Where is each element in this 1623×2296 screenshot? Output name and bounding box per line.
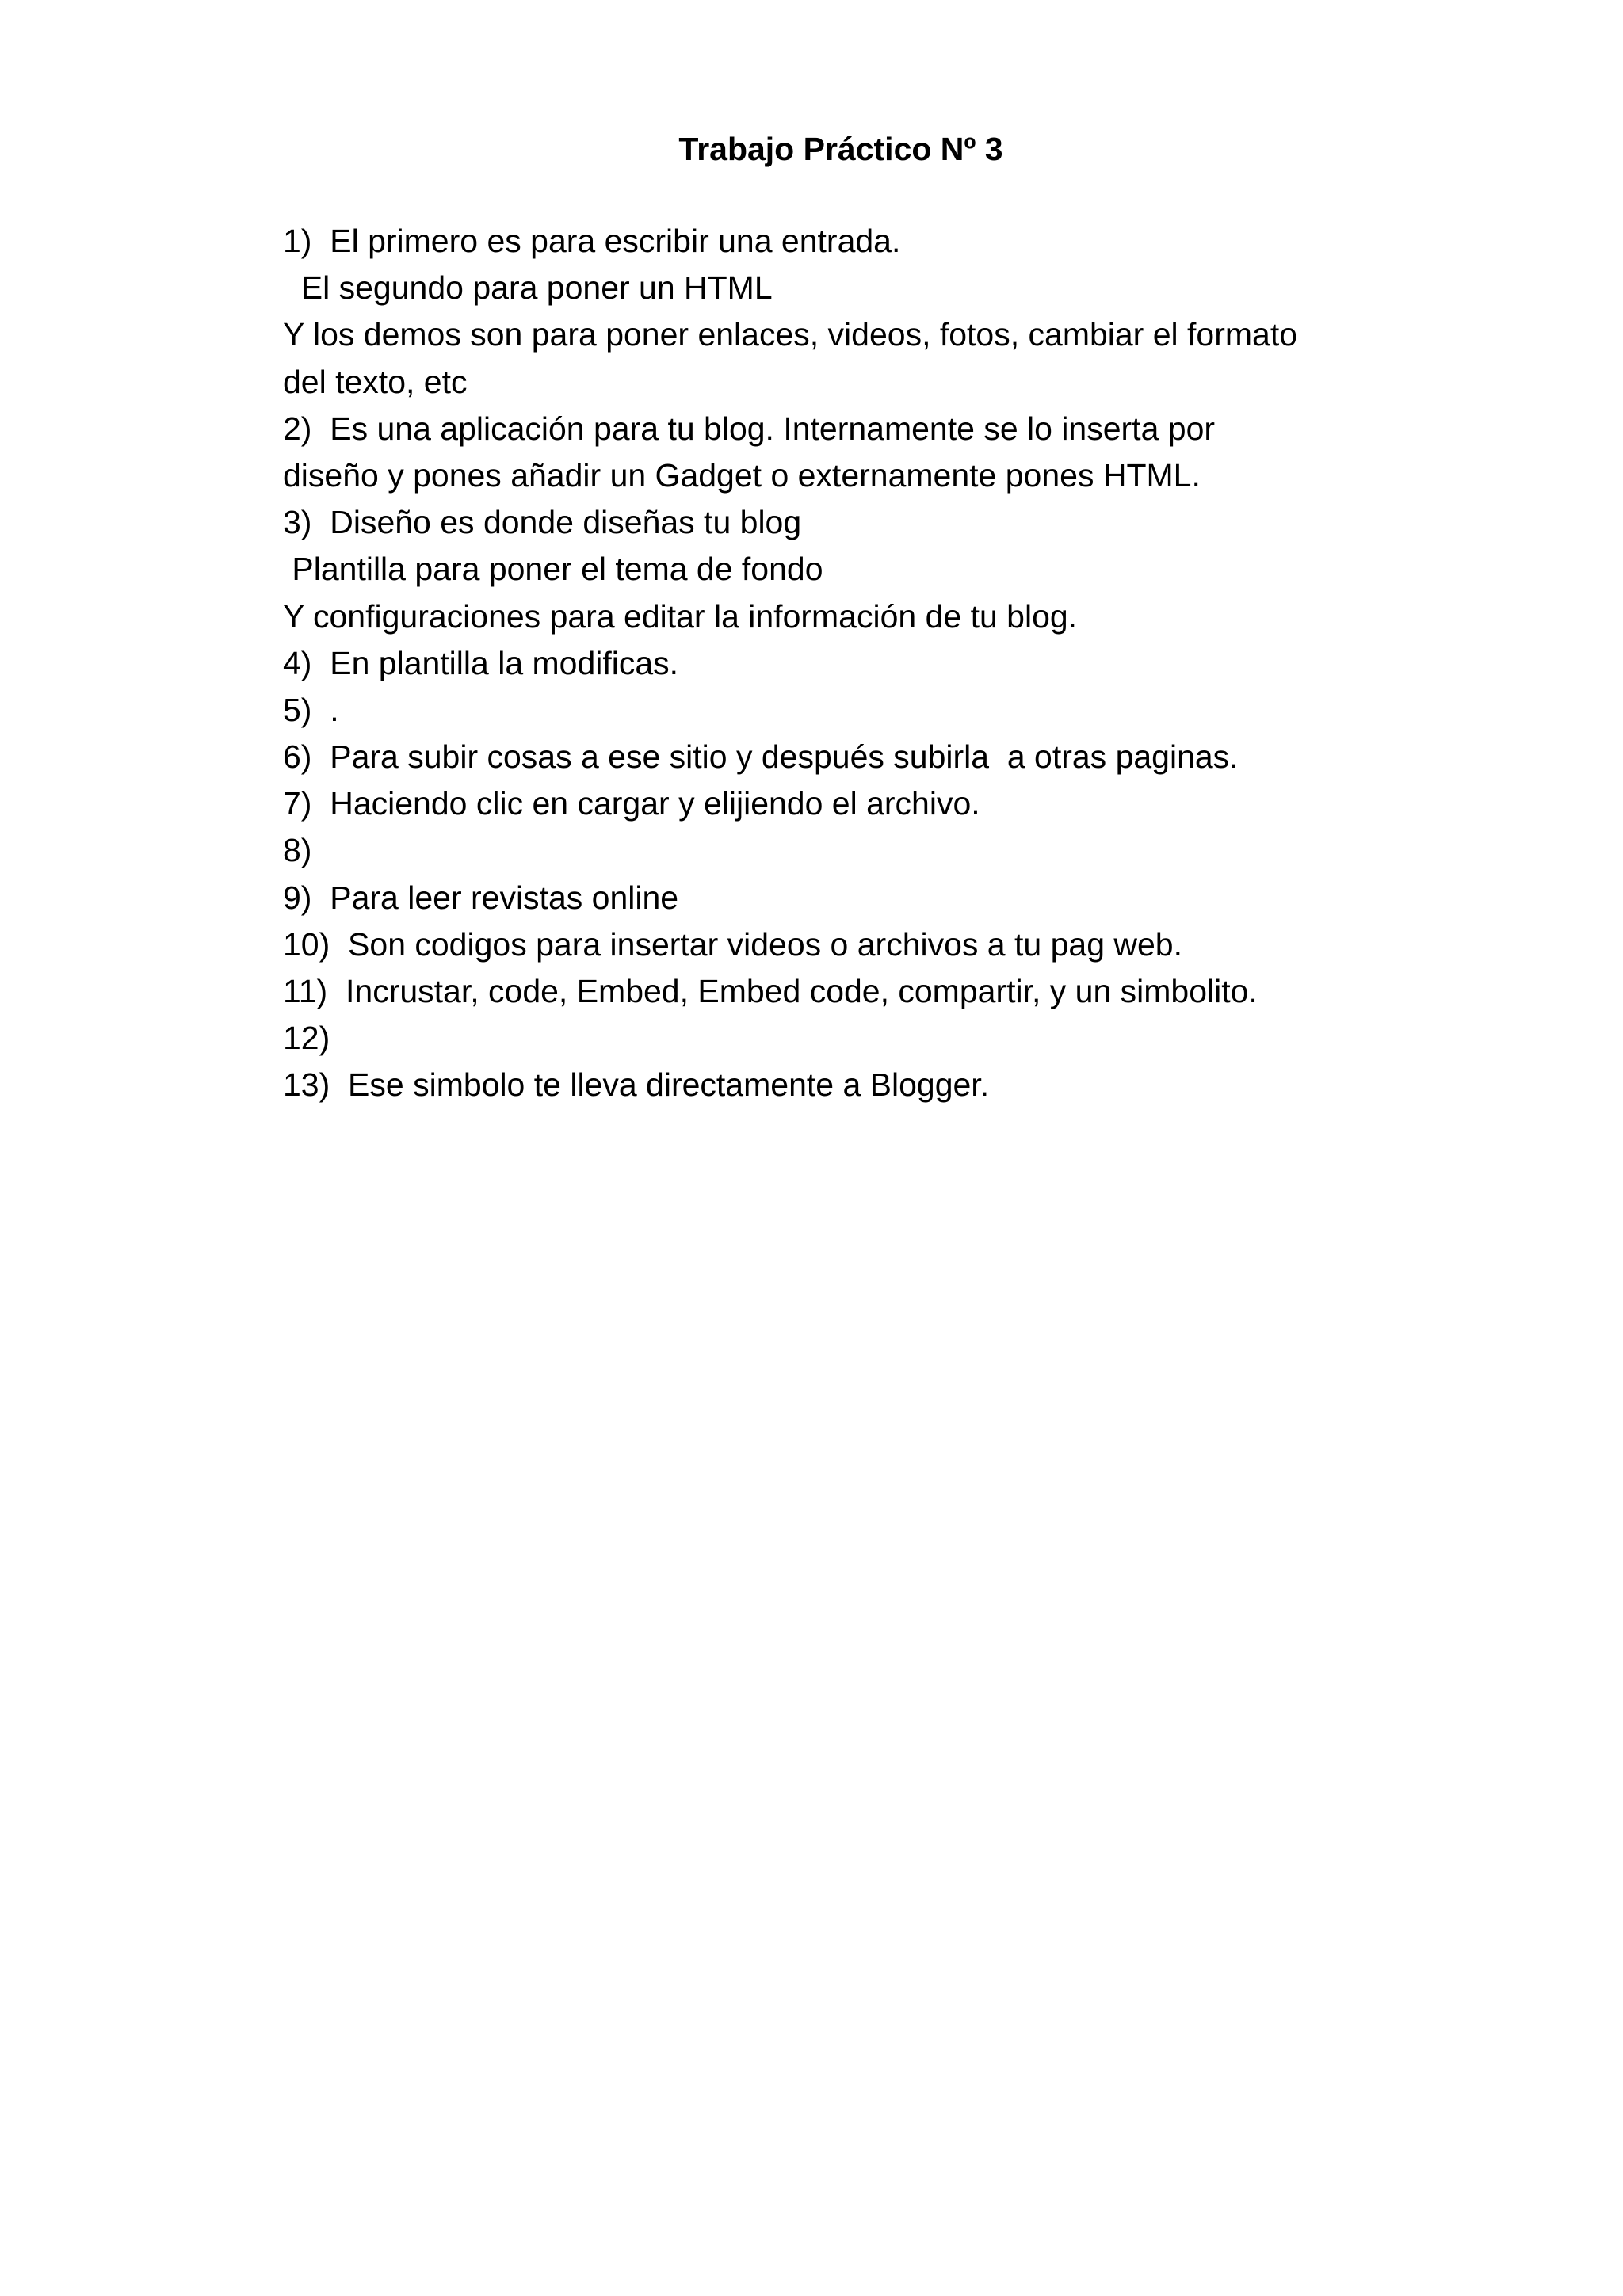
text-line: diseño y pones añadir un Gadget o externamente pones HTML. — [283, 456, 1201, 494]
text-line: 4) En plantilla la modificas. — [283, 644, 679, 681]
text-line: 8) — [283, 832, 312, 869]
text-line: 2) Es una aplicación para tu blog. Internamente se lo inserta por — [283, 410, 1216, 447]
text-line: 3) Diseño es donde diseñas tu blog — [283, 504, 802, 541]
text-line: El segundo para poner un HTML — [283, 269, 773, 307]
text-line: 12) — [283, 1020, 330, 1057]
text-line: Y configuraciones para editar la información de tu blog. — [283, 597, 1078, 635]
document-body — [283, 218, 1408, 1109]
text-line: 1) El primero es para escribir una entrada. — [283, 223, 901, 259]
text-line: del texto, etc — [283, 363, 468, 400]
text-line: 13) Ese simbolo te lleva directamente a Blogger. — [283, 1066, 990, 1104]
text-line: Plantilla para poner el tema de fondo — [283, 551, 823, 588]
text-line: 9) Para leer revistas online — [283, 879, 679, 916]
text-line: 6) Para subir cosas a ese sitio y después subirla a otras paginas. — [283, 738, 1239, 776]
text-line: 11) Incrustar, code, Embed, Embed code, compartir, y un simbolito. — [283, 973, 1258, 1009]
text-line: 10) Son codigos para insertar videos o archivos a tu pag web. — [283, 925, 1182, 963]
text-line: 5) . — [283, 691, 339, 728]
document-title: Trabajo Práctico Nº 3 — [678, 131, 1003, 167]
text-line: Y los demos son para poner enlaces, videos, fotos, cambiar el formato — [283, 316, 1298, 353]
text-line: 7) Haciendo clic en cargar y elijiendo el archivo. — [283, 785, 980, 822]
